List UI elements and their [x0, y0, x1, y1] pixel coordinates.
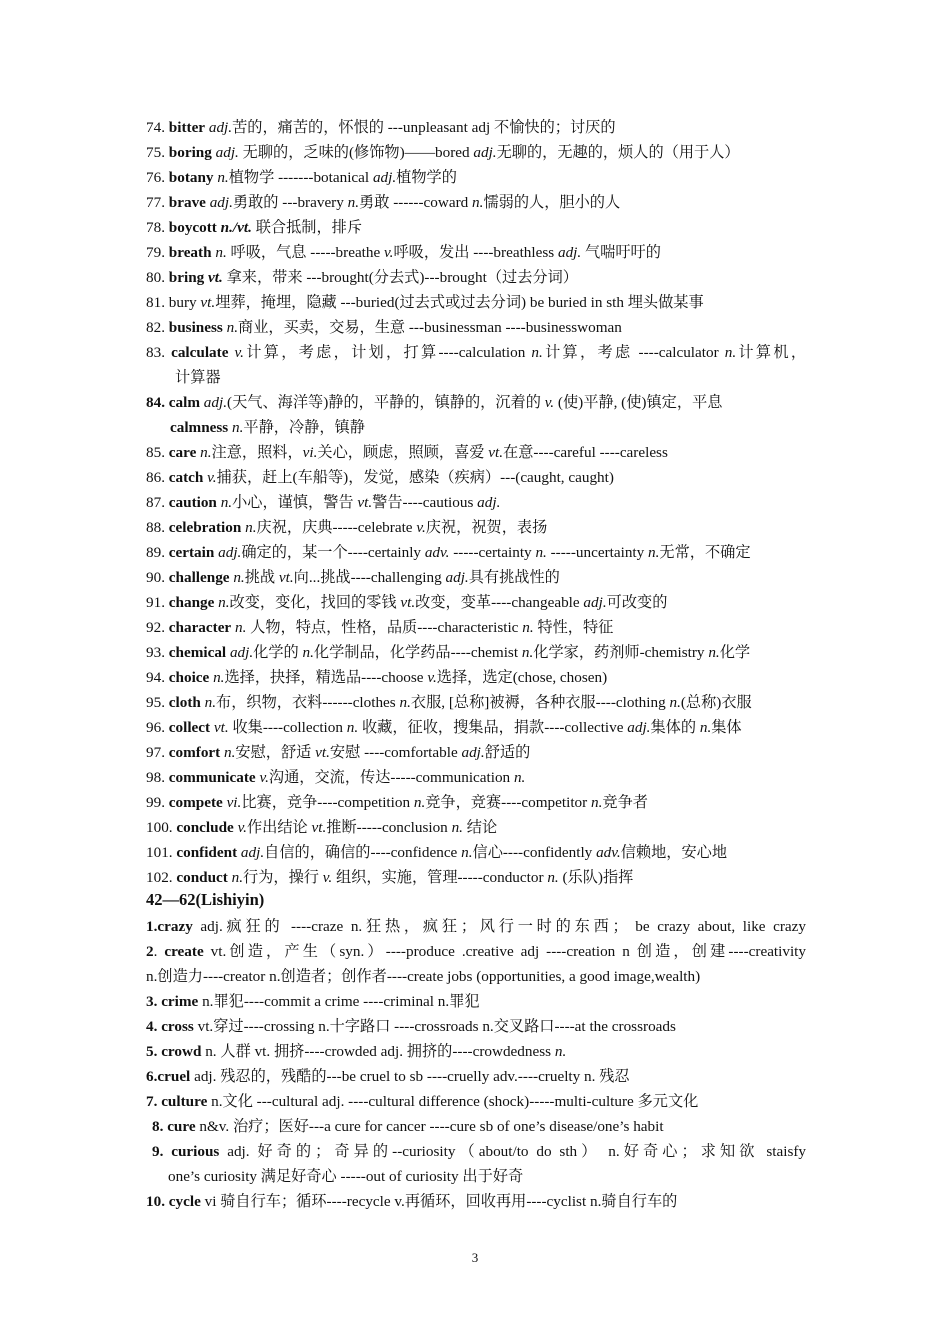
definition-text: 确定的，某一个----certainly	[241, 544, 425, 561]
part-of-speech: n.	[232, 419, 244, 436]
headword: calmness	[170, 419, 229, 436]
definition-text: n.罪犯----commit a crime ----criminal n.罪犯	[198, 993, 480, 1010]
headword: 10. cycle	[146, 1193, 201, 1210]
vocab-line	[146, 443, 668, 463]
vocab-line	[152, 1117, 664, 1137]
part-of-speech: v.	[322, 869, 333, 886]
definition-text: 96.	[146, 719, 169, 736]
definition-text: 80.	[146, 269, 169, 286]
definition-text: 组织，实施，管理-----conductor	[332, 869, 548, 886]
definition-text: 95.	[146, 694, 169, 711]
part-of-speech: v.	[544, 394, 555, 411]
headword: communicate	[168, 769, 256, 786]
part-of-speech: n.	[522, 619, 534, 636]
vocab-line	[146, 818, 497, 838]
part-of-speech: n.	[513, 769, 526, 786]
headword: boycott	[168, 219, 217, 236]
definition-text: 91.	[146, 594, 169, 611]
definition-text: (乐队)指挥	[558, 869, 634, 886]
definition-text: 关心，顾虑，照顾，喜爱	[317, 444, 489, 461]
definition-text: 99.	[146, 794, 169, 811]
headword: caution	[168, 494, 217, 511]
part-of-speech: n.	[204, 694, 217, 711]
headword: cloth	[168, 694, 201, 711]
part-of-speech: n.	[218, 594, 230, 611]
definition-text: 植物学的	[396, 169, 457, 186]
definition-text: n&v. 治疗；医好---a cure for cancer ----cure sb of one’s disease/one’s habit	[195, 1118, 664, 1135]
definition-text: adj. 残忍的，残酷的---be cruel to sb ----cruelly adv.----cruelty n. 残忍	[190, 1068, 630, 1085]
part-of-speech: adj.	[372, 169, 397, 186]
definition-text: 化学制品，化学药品----chemist	[313, 644, 522, 661]
vocab-line	[152, 1142, 806, 1162]
definition-text: 92.	[146, 619, 169, 636]
headword: 42—62(Lishiyin)	[146, 890, 265, 909]
definition-text: 拿来，带来 ---brought(分去式)---brought（过去分词）	[222, 269, 578, 286]
definition-text: 挑战	[244, 569, 279, 586]
definition-text: 93.	[146, 644, 169, 661]
definition-text: n.文化 ---cultural adj. ----cultural difference (shock)-----multi-culture 多元文化	[207, 1093, 699, 1110]
definition-text: 81. bury	[146, 294, 201, 311]
headword: botany	[168, 169, 214, 186]
definition-text: 气喘吁吁的	[581, 244, 661, 261]
definition-text: 90.	[146, 569, 169, 586]
vocab-line	[146, 318, 622, 338]
definition-text: 商业，买卖，交易，生意 ---businessman ----businesswoman	[238, 319, 622, 336]
vocab-line	[146, 243, 661, 263]
headword: calculate	[171, 344, 229, 361]
headword: breath	[168, 244, 212, 261]
part-of-speech: n.	[399, 694, 411, 711]
headword: boring	[168, 144, 212, 161]
part-of-speech: n.	[413, 794, 426, 811]
definition-text: (使)平静, (使)镇定，平息	[554, 394, 723, 411]
definition-text: 安慰，舒适	[235, 744, 316, 761]
definition-text: 衣服, [总称]被褥，各种衣服----clothing	[410, 694, 670, 711]
part-of-speech: adj.	[203, 394, 228, 411]
vocab-line	[146, 518, 547, 538]
headword: 3. crime	[146, 993, 199, 1010]
vocab-line	[146, 1192, 677, 1212]
definition-text: 86.	[146, 469, 169, 486]
part-of-speech: n.	[233, 569, 245, 586]
part-of-speech: adj.	[240, 844, 265, 861]
definition-text: 植物学 -------botanical	[228, 169, 373, 186]
definition-text: 竞争者	[602, 794, 648, 811]
definition-text: 无聊的，无趣的，烦人的（用于人）	[496, 144, 740, 161]
part-of-speech: adj.	[477, 494, 501, 511]
part-of-speech: n.	[648, 544, 660, 561]
part-of-speech: vi.	[302, 444, 318, 461]
definition-text: 97.	[146, 744, 169, 761]
definition-text: 收集----collection	[228, 719, 347, 736]
vocab-line	[146, 718, 742, 738]
definition-text: (天气、海洋等)静的，平静的，镇静的，沉着的	[227, 394, 545, 411]
definition-text: 行为，操行	[243, 869, 323, 886]
part-of-speech: adv.	[424, 544, 450, 561]
headword: care	[168, 444, 197, 461]
definition-text: (总称)衣服	[680, 694, 752, 711]
part-of-speech: n.	[245, 519, 257, 536]
definition-text: -----certainty	[449, 544, 536, 561]
vocab-line	[146, 917, 806, 937]
headword: 6.cruel	[146, 1068, 191, 1085]
definition-text: 88.	[146, 519, 169, 536]
vocab-line	[146, 493, 500, 513]
definition-text: -----uncertainty	[546, 544, 649, 561]
definition-text: 竞争，竞赛----competitor	[425, 794, 591, 811]
definition-text: 82.	[146, 319, 169, 336]
definition-text: 信赖地，安心地	[620, 844, 727, 861]
part-of-speech: n.	[461, 844, 473, 861]
definition-text: 苦的，痛苦的，怀恨的 ---unpleasant adj 不愉快的；讨厌的	[232, 119, 616, 136]
headword: business	[168, 319, 223, 336]
definition-text: 捕获，赶上(车船等)，发觉，感染（疾病）---(caught, caught)	[216, 469, 614, 486]
part-of-speech: adj.	[461, 744, 485, 761]
definition-text: 79.	[146, 244, 169, 261]
part-of-speech: n.	[215, 244, 227, 261]
definition-text: 埋葬，掩埋，隐藏 ---buried(过去式或过去分词) be buried in sth 埋头做某事	[215, 294, 704, 311]
part-of-speech: adj.	[627, 719, 651, 736]
part-of-speech: adj.	[208, 119, 233, 136]
vocab-line	[146, 193, 620, 213]
vocab-line	[146, 343, 806, 363]
vocab-line	[146, 543, 751, 563]
part-of-speech: vt.	[315, 744, 330, 761]
definition-text: 化学	[719, 644, 751, 661]
definition-text: 布，织物，衣料------clothes	[216, 694, 400, 711]
headword: 84.	[146, 394, 169, 411]
definition-text: 化学的	[253, 644, 303, 661]
headword: create	[164, 943, 204, 960]
vocab-line	[146, 693, 752, 713]
part-of-speech: vt.	[400, 594, 416, 611]
definition-text: 人物，特点，性格，品质----characteristic	[246, 619, 523, 636]
headword: 9. curious	[152, 1143, 220, 1160]
vocab-line	[146, 468, 614, 488]
part-of-speech: vi.	[226, 794, 242, 811]
part-of-speech: adj.	[473, 144, 497, 161]
vocab-line	[146, 568, 560, 588]
vocab-line	[175, 368, 221, 388]
definition-text: 注意，照料，	[211, 444, 303, 461]
vocab-line	[146, 218, 362, 238]
headword: bitter	[168, 119, 206, 136]
part-of-speech: n.	[531, 344, 543, 361]
definition-text: 75.	[146, 144, 169, 161]
definition-text: 78.	[146, 219, 169, 236]
definition-text: 沟通，交流，传达-----communication	[268, 769, 514, 786]
vocab-line	[146, 868, 633, 888]
headword: 5. crowd	[146, 1043, 202, 1060]
part-of-speech: n.	[217, 169, 229, 186]
part-of-speech: vt.	[213, 719, 229, 736]
part-of-speech: n.	[234, 619, 247, 636]
definition-text: 结论	[462, 819, 498, 836]
definition-text: n. 人群 vt. 拥挤----crowded adj. 拥挤的----crowdedness	[201, 1043, 555, 1060]
definition-text: 小心，谨慎，警告	[232, 494, 358, 511]
part-of-speech: n.	[521, 644, 534, 661]
definition-text: 自信的，确信的----confidence	[264, 844, 462, 861]
part-of-speech: v.	[234, 344, 244, 361]
vocab-line	[146, 1092, 698, 1112]
headword: compete	[168, 794, 223, 811]
definition-text: 比赛，竞争----competition	[241, 794, 414, 811]
headword: confident	[176, 844, 238, 861]
definition-text: 无常，不确定	[659, 544, 751, 561]
vocab-line	[146, 168, 457, 188]
definition-text: vi 骑自行车；循环----recycle v.再循环，回收再用----cyclist n.骑自行车的	[200, 1193, 678, 1210]
definition-text: 勇敢 ------coward	[359, 194, 473, 211]
headword: 7. culture	[146, 1093, 208, 1110]
part-of-speech: n.	[451, 819, 463, 836]
headword: 8. cure	[152, 1118, 196, 1135]
definition-text: n.创造力----creator n.创造者；创作者----create jobs (opportunities, a good image,wealth)	[146, 968, 701, 985]
vocab-line	[146, 942, 806, 962]
definition-text: 信心----confidently	[472, 844, 597, 861]
part-of-speech: adj.	[583, 594, 607, 611]
definition-text: 集体的	[650, 719, 700, 736]
part-of-speech: n.	[347, 194, 360, 211]
definition-text: 100.	[146, 819, 177, 836]
definition-text: 化学家，药剂师-chemistry	[533, 644, 709, 661]
part-of-speech: n.	[302, 644, 314, 661]
vocab-line	[170, 418, 365, 438]
part-of-speech: adj.	[229, 644, 254, 661]
part-of-speech: adv.	[596, 844, 621, 861]
definition-text: 作出结论	[246, 819, 312, 836]
part-of-speech: adj.	[445, 569, 469, 586]
vocab-line	[146, 268, 578, 288]
definition-text: 懦弱的人，胆小的人	[483, 194, 621, 211]
headword: brave	[168, 194, 206, 211]
vocab-line	[146, 967, 700, 987]
definition-text: 计算，考虑，计划，打算----calculation	[243, 344, 532, 361]
definition-text: .	[153, 943, 165, 960]
definition-text: adj.疯狂的 ----craze n.狂热，疯狂；风行一时的东西； be crazy about, like crazy	[192, 918, 806, 935]
headword: bring	[168, 269, 205, 286]
definition-text: 向...挑战----challenging	[293, 569, 446, 586]
headword: catch	[168, 469, 204, 486]
definition-text: 87.	[146, 494, 169, 511]
definition-text: 收藏，征收，搜集品，捐款----collective	[358, 719, 628, 736]
definition-text: 计算机，	[736, 344, 807, 361]
definition-text: 呼吸，发出 ----breathless	[393, 244, 558, 261]
headword: challenge	[168, 569, 230, 586]
vocab-line	[146, 593, 667, 613]
vocab-line	[146, 743, 530, 763]
part-of-speech: n.	[547, 869, 559, 886]
part-of-speech: v.	[416, 519, 426, 536]
definition-text: 计算器	[175, 369, 221, 386]
headword: change	[168, 594, 215, 611]
part-of-speech: n.	[224, 744, 236, 761]
definition-text: 推断-----conclusion	[326, 819, 452, 836]
part-of-speech: vt.	[488, 444, 504, 461]
definition-text: 选择，选定(chose, chosen)	[436, 669, 608, 686]
vocab-line	[146, 1042, 566, 1062]
vocab-line	[146, 992, 480, 1012]
definition-text: 83.	[146, 344, 172, 361]
definition-text: 警告----cautious	[372, 494, 478, 511]
part-of-speech: vt.	[200, 294, 216, 311]
part-of-speech: n.	[213, 669, 225, 686]
headword: 4. cross	[146, 1018, 194, 1035]
part-of-speech: n.	[699, 719, 712, 736]
part-of-speech: adj.	[557, 244, 582, 261]
definition-text: 具有挑战性的	[468, 569, 560, 586]
definition-text: 85.	[146, 444, 169, 461]
definition-text: 选择，抉择，精选品----choose	[224, 669, 428, 686]
definition-text: 庆祝，祝贺，表扬	[425, 519, 548, 536]
part-of-speech: vt.	[278, 569, 294, 586]
vocab-line	[146, 793, 648, 813]
vocab-line	[146, 393, 722, 413]
headword: character	[168, 619, 232, 636]
page-number: 3	[471, 1250, 479, 1265]
text-run: n./vt.	[220, 219, 252, 236]
definition-text: 庆祝，庆典-----celebrate	[256, 519, 417, 536]
headword: celebration	[168, 519, 242, 536]
definition-text: 无聊的，乏味的(修饰物)——bored	[238, 144, 474, 161]
part-of-speech: n.	[200, 444, 212, 461]
part-of-speech: n.	[591, 794, 603, 811]
definition-text: 77.	[146, 194, 169, 211]
part-of-speech: adj.	[218, 544, 242, 561]
definition-text: 计算，考虑 ----calculator	[542, 344, 725, 361]
vocab-line	[146, 1017, 676, 1037]
definition-text: 舒适的	[484, 744, 531, 761]
definition-text: vt.穿过----crossing n.十字路口 ----crossroads n.交叉路口----at the crossroads	[193, 1018, 676, 1035]
definition-text: 勇敢的 ---bravery	[232, 194, 348, 211]
headword: conduct	[176, 869, 228, 886]
part-of-speech: v.	[207, 469, 217, 486]
vocab-line	[146, 618, 613, 638]
vocab-line	[146, 143, 740, 163]
definition-text: 联合抵制，排斥	[251, 219, 363, 236]
headword: chemical	[168, 644, 227, 661]
definition-text: adj. 好奇的；奇异的--curiosity（about/to do sth） n.好奇心；求知欲 staisfy	[219, 1143, 807, 1160]
definition-text: 集体	[711, 719, 742, 736]
definition-text: 可改变的	[606, 594, 668, 611]
definition-text	[221, 219, 252, 236]
headword: 1.crazy	[146, 918, 193, 935]
definition-text: 89.	[146, 544, 169, 561]
vocab-line	[146, 668, 607, 688]
headword: choice	[168, 669, 210, 686]
headword: collect	[168, 719, 211, 736]
vocab-line	[146, 293, 704, 313]
definition-text: 呼吸，气息 -----breathe	[226, 244, 385, 261]
part-of-speech: v.	[427, 669, 437, 686]
part-of-speech: vt.	[357, 494, 373, 511]
definition-text: 102.	[146, 869, 177, 886]
definition-text	[208, 269, 223, 286]
part-of-speech: n.	[472, 194, 484, 211]
definition-text: 平静，冷静，镇静	[243, 419, 365, 436]
headword: 2	[146, 943, 154, 960]
vocab-line	[146, 643, 750, 663]
part-of-speech: vt.	[311, 819, 327, 836]
headword: calm	[168, 394, 200, 411]
vocab-line	[146, 118, 616, 138]
definition-text: 98.	[146, 769, 169, 786]
vocab-line	[146, 1067, 630, 1087]
definition-text: one’s curiosity 满足好奇心 -----out of curiosity 出于好奇	[168, 1168, 524, 1185]
part-of-speech: n.	[231, 869, 244, 886]
headword: comfort	[168, 744, 221, 761]
text-run: vt.	[208, 269, 223, 286]
definition-text: 特性，特征	[533, 619, 614, 636]
part-of-speech: n.	[346, 719, 359, 736]
definition-text: 在意----careful ----careless	[503, 444, 668, 461]
part-of-speech: v.	[384, 244, 394, 261]
part-of-speech: adj.	[209, 194, 233, 211]
vocab-line	[146, 768, 525, 788]
part-of-speech: n.	[554, 1043, 567, 1060]
part-of-speech: n.	[535, 544, 547, 561]
definition-text: 76.	[146, 169, 169, 186]
definition-text: 94.	[146, 669, 169, 686]
part-of-speech: n.	[724, 344, 737, 361]
headword: certain	[168, 544, 215, 561]
part-of-speech: adj.	[215, 144, 239, 161]
vocab-line	[146, 843, 727, 863]
definition-text: 改变，变革----changeable	[415, 594, 584, 611]
definition-text: 改变，变化，找回的零钱	[229, 594, 401, 611]
definition-text: vt.创造，产生（syn.）----produce .creative adj ----creation n 创造，创建----creativity	[203, 943, 806, 960]
definition-text: 101.	[146, 844, 177, 861]
definition-text: 安慰 ----comfortable	[329, 744, 462, 761]
section-heading	[146, 890, 264, 910]
part-of-speech: n.	[226, 319, 239, 336]
vocab-line	[168, 1167, 523, 1187]
definition-text: 74.	[146, 119, 169, 136]
part-of-speech: n.	[220, 494, 233, 511]
part-of-speech: v.	[237, 819, 247, 836]
part-of-speech: v.	[259, 769, 269, 786]
part-of-speech: n.	[708, 644, 720, 661]
headword: conclude	[176, 819, 234, 836]
part-of-speech: n.	[669, 694, 681, 711]
